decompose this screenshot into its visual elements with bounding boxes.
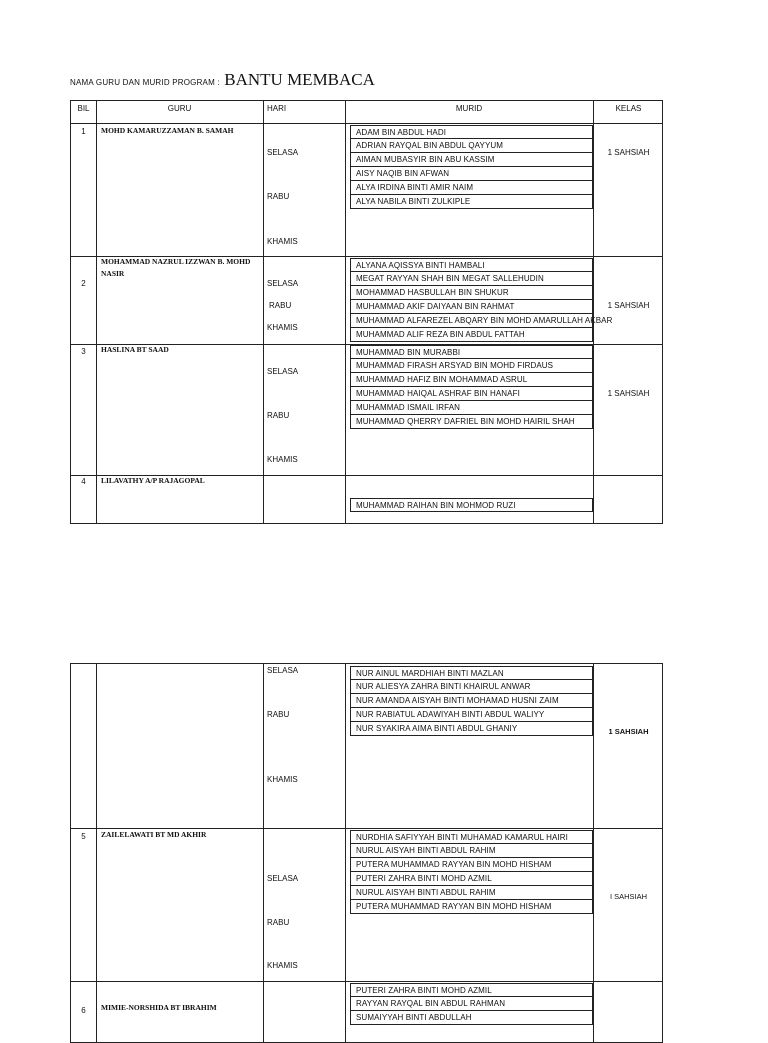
student-name: NURUL AISYAH BINTI ABDUL RAHIM bbox=[350, 886, 593, 900]
day-selasa: SELASA bbox=[267, 367, 299, 376]
student-name: MOHAMMAD HASBULLAH BIN SHUKUR bbox=[350, 286, 593, 300]
student-name: ALYANA AQISSYA BINTI HAMBALI bbox=[350, 258, 593, 272]
day-rabu: RABU bbox=[267, 918, 290, 927]
student-list bbox=[350, 125, 593, 209]
student-name: MUHAMMAD ALIF REZA BIN ABDUL FATTAH bbox=[350, 328, 593, 342]
day-khamis: KHAMIS bbox=[267, 961, 298, 970]
student-name: PUTERI ZAHRA BINTI MOHD AZMIL bbox=[350, 872, 593, 886]
day-khamis: KHAMIS bbox=[267, 323, 298, 332]
day-khamis: KHAMIS bbox=[267, 237, 298, 246]
student-name: MEGAT RAYYAN SHAH BIN MEGAT SALLEHUDIN bbox=[350, 272, 593, 286]
student-list bbox=[350, 830, 593, 914]
student-name: NUR ALIESYA ZAHRA BINTI KHAIRUL ANWAR bbox=[350, 680, 593, 694]
day-khamis: KHAMIS bbox=[267, 775, 298, 784]
student-name: ALYA NABILA BINTI ZULKIPLE bbox=[350, 195, 593, 209]
student-name: NUR SYAKIRA AIMA BINTI ABDUL GHANIY bbox=[350, 722, 593, 736]
student-name: AIMAN MUBASYIR BIN ABU KASSIM bbox=[350, 153, 593, 167]
row-number: 3 bbox=[81, 347, 86, 356]
student-name: AISY NAQIB BIN AFWAN bbox=[350, 167, 593, 181]
student-name: PUTERA MUHAMMAD RAYYAN BIN MOHD HISHAM bbox=[350, 858, 593, 872]
student-name: MUHAMMAD HAIQAL ASHRAF BIN HANAFI bbox=[350, 387, 593, 401]
student-name: MUHAMMAD BIN MURABBI bbox=[350, 345, 593, 359]
program-name: BANTU MEMBACA bbox=[224, 70, 375, 89]
student-name: ADAM BIN ABDUL HADI bbox=[350, 125, 593, 139]
header-murid: MURID bbox=[455, 104, 483, 113]
column-divider bbox=[96, 664, 97, 1042]
row-number: 1 bbox=[81, 127, 86, 136]
row-divider bbox=[71, 123, 662, 124]
column-divider bbox=[593, 664, 594, 1042]
student-name: NURDHIA SAFIYYAH BINTI MUHAMAD KAMARUL HAIRI bbox=[350, 830, 593, 844]
teacher-name: LILAVATHY A/P RAJAGOPAL bbox=[101, 476, 205, 485]
teacher-name: MOHD KAMARUZZAMAN B. SAMAH bbox=[101, 126, 234, 135]
student-name: MUHAMMAD AKIF DAIYAAN BIN RAHMAT bbox=[350, 300, 593, 314]
day-selasa: SELASA bbox=[267, 666, 299, 675]
class-name: I SAHSIAH bbox=[609, 892, 648, 901]
teacher-name: HASLINA BT SAAD bbox=[101, 345, 169, 354]
day-rabu: RABU bbox=[267, 192, 290, 201]
document-title bbox=[70, 70, 375, 90]
row-number: 5 bbox=[81, 832, 86, 841]
day-selasa: SELASA bbox=[267, 148, 299, 157]
student-name: ADRIAN RAYQAL BIN ABDUL QAYYUM bbox=[350, 139, 593, 153]
column-divider bbox=[345, 664, 346, 1042]
student-name: NUR RABIATUL ADAWIYAH BINTI ABDUL WALIYY bbox=[350, 708, 593, 722]
student-name: NUR AINUL MARDHIAH BINTI MAZLAN bbox=[350, 666, 593, 680]
student-list bbox=[350, 345, 593, 429]
student-list bbox=[350, 983, 593, 1025]
class-name: 1 SAHSIAH bbox=[608, 727, 649, 736]
student-name: NUR AMANDA AISYAH BINTI MOHAMAD HUSNI ZAIM bbox=[350, 694, 593, 708]
header-kelas: KELAS bbox=[615, 104, 642, 113]
student-name: PUTERI ZAHRA BINTI MOHD AZMIL bbox=[350, 983, 593, 997]
student-name: MUHAMMAD ISMAIL IRFAN bbox=[350, 401, 593, 415]
class-name: 1 SAHSIAH bbox=[607, 389, 650, 398]
student-name: ALYA IRDINA BINTI AMIR NAIM bbox=[350, 181, 593, 195]
header-guru: GURU bbox=[167, 104, 192, 113]
column-divider bbox=[263, 101, 264, 523]
row-divider bbox=[71, 981, 662, 982]
student-name: MUHAMMAD RAIHAN BIN MOHMOD RUZI bbox=[350, 498, 593, 512]
column-divider bbox=[96, 101, 97, 523]
day-selasa: SELASA bbox=[267, 279, 299, 288]
student-name: MUHAMMAD FIRASH ARSYAD BIN MOHD FIRDAUS bbox=[350, 359, 593, 373]
row-number: 6 bbox=[81, 1006, 86, 1015]
day-rabu: RABU bbox=[269, 301, 292, 310]
student-name: MUHAMMAD QHERRY DAFRIEL BIN MOHD HAIRIL SHAH bbox=[350, 415, 593, 429]
column-divider bbox=[345, 101, 346, 523]
student-name: RAYYAN RAYQAL BIN ABDUL RAHMAN bbox=[350, 997, 593, 1011]
teacher-student-table-page-1 bbox=[70, 100, 663, 524]
column-divider bbox=[263, 664, 264, 1042]
teacher-student-table-page-2 bbox=[70, 663, 663, 1043]
day-khamis: KHAMIS bbox=[267, 455, 298, 464]
header-hari: HARI bbox=[267, 104, 287, 113]
student-name: MUHAMMAD ALFAREZEL ABQARY BIN MOHD AMARULLAH AKBAR bbox=[350, 314, 593, 328]
teacher-name: MIMIE-NORSHIDA BT IBRAHIM bbox=[101, 1003, 217, 1012]
class-name: 1 SAHSIAH bbox=[607, 301, 650, 310]
student-list bbox=[350, 258, 613, 342]
row-number: 4 bbox=[81, 477, 86, 486]
day-selasa: SELASA bbox=[267, 874, 299, 883]
student-list bbox=[350, 666, 593, 736]
title-lead: NAMA GURU DAN MURID PROGRAM : bbox=[70, 78, 220, 87]
day-rabu: RABU bbox=[267, 710, 290, 719]
student-name: MUHAMMAD HAFIZ BIN MOHAMMAD ASRUL bbox=[350, 373, 593, 387]
day-rabu: RABU bbox=[267, 411, 290, 420]
student-name: NURUL AISYAH BINTI ABDUL RAHIM bbox=[350, 844, 593, 858]
row-number: 2 bbox=[81, 279, 86, 288]
student-list bbox=[350, 498, 593, 512]
student-name: SUMAIYYAH BINTI ABDULLAH bbox=[350, 1011, 593, 1025]
column-divider bbox=[593, 101, 594, 523]
teacher-name: MOHAMMAD NAZRUL IZZWAN B. MOHD NASIR bbox=[101, 257, 251, 278]
student-name: PUTERA MUHAMMAD RAYYAN BIN MOHD HISHAM bbox=[350, 900, 593, 914]
class-name: 1 SAHSIAH bbox=[607, 148, 650, 157]
header-bil: BIL bbox=[77, 104, 90, 113]
teacher-name: ZAILELAWATI BT MD AKHIR bbox=[101, 830, 207, 839]
